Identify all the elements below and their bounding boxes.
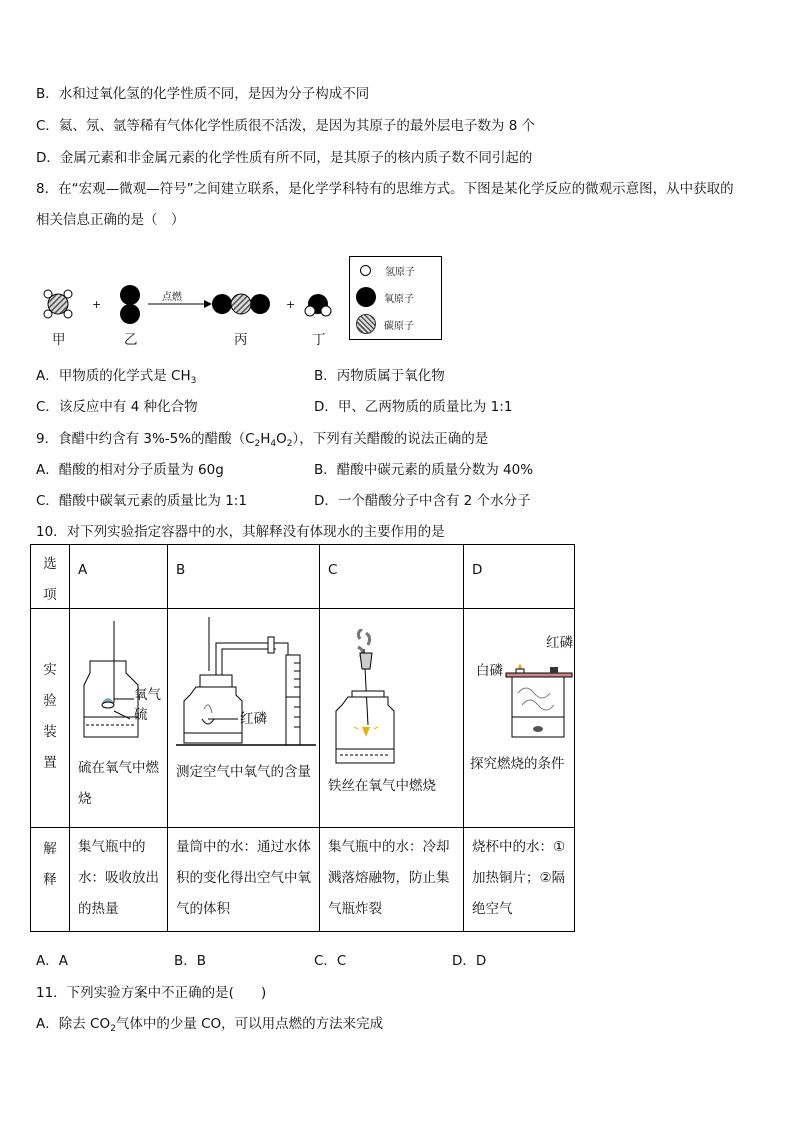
device-c — [320, 609, 464, 828]
device-a — [70, 609, 168, 828]
explain-d: 烧杯中的水：①加热铜片；②隔绝空气 — [464, 828, 575, 932]
col-header-d: D — [464, 545, 575, 609]
caption-b: 测定空气中氧气的含量 — [176, 764, 311, 780]
q7-option-d: D．金属元素和非金属元素的化学性质有所不同，是其原子的核内质子数不同引起的 — [36, 150, 533, 166]
molecule-yi — [120, 285, 140, 324]
carbon-atom-icon — [356, 314, 376, 334]
label-bing: 丙 — [234, 332, 248, 348]
q8-option-b: B．丙物质属于氧化物 — [314, 368, 445, 384]
q9-option-c: C．醋酸中碳氧元素的质量比为 1:1 — [36, 493, 247, 509]
label-oxygen: 氧气 — [134, 687, 161, 703]
label-red-phosphorus-b: 红磷 — [240, 711, 267, 727]
device-d — [464, 609, 575, 828]
col-header-c: C — [320, 545, 464, 609]
experiment-table — [30, 544, 575, 932]
caption-c: 铁丝在氧气中燃烧 — [328, 778, 436, 794]
q11-option-a: A．除去 $CO_2$气体中的少量 CO，可以用点燃的方法来完成 — [36, 1016, 384, 1034]
oxygen-atom-icon — [356, 287, 376, 307]
row-header-option: 选项 — [31, 545, 70, 609]
label-sulfur: 硫 — [134, 707, 148, 723]
q8-option-d: D．甲、乙两物质的质量比为 1:1 — [314, 399, 513, 415]
molecule-ding — [305, 294, 331, 316]
atom-legend — [349, 256, 442, 340]
q10-option-d: D．D — [452, 953, 487, 969]
q10-stem: 10．对下列实验指定容器中的水，其解释没有体现水的主要作用的是 — [36, 524, 445, 540]
q7-option-b: B．水和过氧化氢的化学性质不同，是因为分子构成不同 — [36, 86, 370, 102]
q8-option-a: A．甲物质的化学式是 $CH_3$ — [36, 368, 197, 386]
legend-oxygen: 氧原子 — [384, 293, 414, 305]
label-red-phosphorus-d: 红磷 — [546, 635, 573, 651]
q9-option-b: B．醋酸中碳元素的质量分数为 40% — [314, 462, 534, 478]
sulfur-burning-apparatus — [78, 621, 168, 751]
legend-carbon: 碳原子 — [384, 320, 414, 332]
q8-option-c: C．该反应中有 4 种化合物 — [36, 399, 198, 415]
caption-d: 探究燃烧的条件 — [470, 756, 565, 772]
label-jia: 甲 — [52, 332, 66, 348]
q11-stem: 11．下列实验方案中不正确的是( ) — [36, 985, 267, 1001]
label-white-phosphorus: 白磷 — [476, 663, 503, 679]
explain-b: 量筒中的水：通过水体积的变化得出空气中氧气的体积 — [168, 828, 320, 932]
row-header-device: 实验装置 — [31, 609, 70, 828]
explain-c: 集气瓶中的水：冷却溅落熔融物，防止集气瓶炸裂 — [320, 828, 464, 932]
label-yi: 乙 — [124, 332, 138, 348]
row-header-explain: 解释 — [31, 828, 70, 932]
q8-stem-line2: 相关信息正确的是（ ） — [36, 212, 185, 228]
combustion-conditions-apparatus — [504, 653, 574, 749]
legend-hydrogen: 氢原子 — [385, 267, 415, 278]
reaction-diagram — [36, 280, 346, 350]
col-header-a: A — [70, 545, 168, 609]
caption-a: 硫在氧气中燃烧 — [78, 760, 159, 807]
reaction-condition: 点燃 — [162, 292, 182, 303]
device-b — [168, 609, 320, 828]
molecule-bing — [212, 294, 270, 314]
molecule-jia — [44, 290, 72, 318]
plus-sign-1: + — [92, 298, 102, 311]
q9-stem: 9．食醋中约含有 3%-5%的醋酸$(C_2H_4O_2)$，下列有关醋酸的说法正确的是 — [36, 431, 489, 449]
oxygen-content-apparatus — [176, 617, 321, 755]
q7-option-c: C．氦、氖、氩等稀有气体化学性质很不活泼，是因为其原子的最外层电子数为 8 个 — [36, 118, 536, 134]
hydrogen-atom-icon — [360, 265, 371, 276]
iron-wire-burning-apparatus — [330, 629, 410, 769]
q8-stem-line1: 8．在“宏观—微观—符号”之间建立联系，是化学学科特有的思维方式。下图是某化学反应的微观示意图，从中获取的 — [36, 181, 734, 197]
q10-option-c: C．C — [314, 953, 347, 969]
q9-option-a: A．醋酸的相对分子质量为 60g — [36, 462, 224, 478]
q10-option-b: B．B — [174, 953, 207, 969]
col-header-b: B — [168, 545, 320, 609]
plus-sign-2: + — [286, 298, 296, 311]
label-ding: 丁 — [312, 332, 326, 348]
q9-option-d: D．一个醋酸分子中含有 2 个水分子 — [314, 493, 531, 509]
explain-a: 集气瓶中的水：吸收放出的热量 — [70, 828, 168, 932]
q10-option-a: A．A — [36, 953, 68, 969]
